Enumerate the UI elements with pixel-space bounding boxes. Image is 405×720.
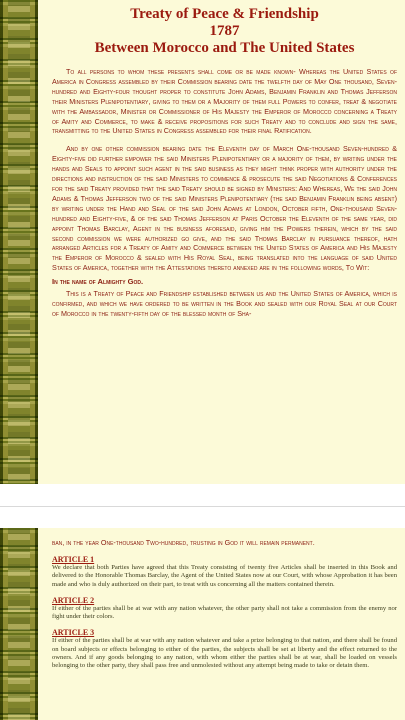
decorative-border: [0, 528, 38, 720]
preamble-paragraph-1: To all persons to whom these presents shall come or be made known- Whereas the United States of America in Congress assembled by their Commission bearing date the twelfth day of May One thousand, Seven-hundred and Eighty-four thought proper to constitute John Adams, Benjamin Franklin and Thomas Jefferson their Ministers Plenipotentiary, giving to them or a Majority of them full Powers to confer, treat & negotiate with the Ambassador, Minister or Commissioner of His Majesty the Emperor of Morocco concerning a Treaty of Amity and Commerce, to make & receive propositions for such Treaty and to conclude and sign the same, transmitting to the United States in Congress assembled for their final Ratification.: [52, 67, 397, 136]
article-2-text: If either of the parties shall be at war with any nation whatever, the other party shall not take a commission from the enemy nor fight under their colors.: [52, 604, 397, 621]
title-line-2: 1787: [209, 23, 240, 39]
page-divider: [0, 506, 405, 507]
document-page-2: [0, 528, 405, 720]
page-1-content: [52, 0, 397, 319]
article-3-title: ARTICLE 3: [52, 628, 95, 638]
preamble-paragraph-2: And by one other commission bearing date the Eleventh day of March One-thousand Seven-hundred & Eighty-five did further empower the said Ministers Plenipotentiary or a majority of them, by writing under the hands and Seals to appoint such agent in the said business as they might think proper with authority under the directions and instruction of the said Ministers to commence & prosecute the said Negotiations & Conferences for the said Treaty provided that the said Treaty should be signed by Ministers: And Whereas, We the said John Adams & Thomas Jefferson two of the said Ministers Plenipotentiary (the said Benjamin Franklin being absent) by writing under the Hand and Seal of the said John Adams at London, October fifth, One-thousand Seven-hundred and Eighty-five, & of the said Thomas Jefferson at Paris October the Eleventh of the same year, did appoint Thomas Barclay, Agent in the business aforesaid, giving him the Powers therein, which by the said second commission we were authorized go give, and the said Thomas Barclay in pursuance thereof, hath arranged Articles for a Treaty of Amity and Commerce between the United States of America and His Majesty the Emperor of Morocco & sealed with His Royal Seal, being translated into the language of said United States of America, together with the Attestations thereto annexed are in the following words, To Wit:: [52, 144, 397, 273]
page-2-content: [52, 538, 397, 671]
document-title: [52, 6, 397, 57]
article-3-text: If either of the parties shall be at war with any nation whatever and take a prize belonging to that nation, and there shall be found on board subjects or effects belonging to either of the parties, the subjects shall be set at liberty and the effect returned to the owners. And if any goods belonging to any nation, with whom either the parties shall be at war, shall be loaded on vessels belonging to the other party, they shall pass free and unmolested without any attempt being made to take or detain them.: [52, 637, 397, 670]
article-2-title: ARTICLE 2: [52, 595, 95, 605]
invocation-heading: In the name of Almighty God.: [52, 277, 144, 287]
treaty-intro-paragraph: This is a Treaty of Peace and Friendship established between us and the United States of America, which is confirmed, and which we have ordered to be written in the Book and sealed with our Royal Seal at our Court of Morocco in the twenty-fifth day of the blessed month of Sha-: [52, 289, 397, 318]
treaty-intro-continuation: ban, in the year One-thousand Two-hundred, trusting in God it will remain permanent.: [52, 538, 315, 547]
title-line-3: Between Morocco and The United States: [94, 40, 355, 56]
decorative-border: [0, 0, 38, 484]
article-1-title: ARTICLE 1: [52, 554, 95, 564]
article-1-text: We declare that both Parties have agreed that this Treaty consisting of twenty five Articles shall be inserted in this Book and delivered to the Honorable Thomas Barclay, the Agent of the United States now at our Court, with whose Approbation it has been made and who is duly authorized on their part, to treat with us concerning all the matters contained therein.: [52, 563, 397, 588]
title-line-1: Treaty of Peace & Friendship: [130, 6, 319, 22]
